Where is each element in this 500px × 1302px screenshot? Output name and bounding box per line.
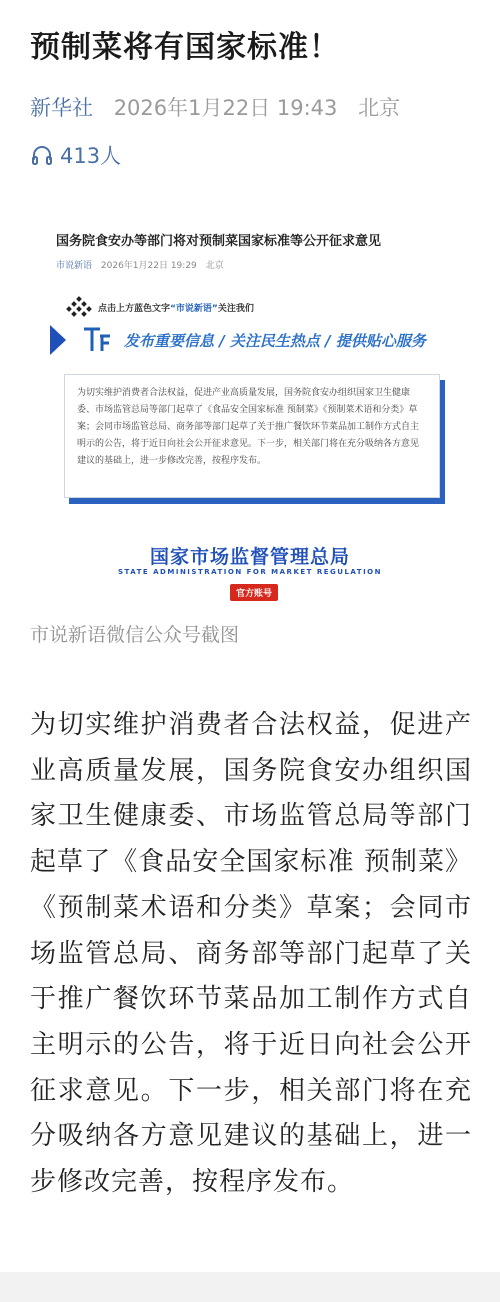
article-body: 为切实维护消费者合法权益，促进产业高质量发展，国务院食安办组织国家卫生健康委、市场监管总局等部门起草了《食品安全国家标准 预制菜》《预制菜术语和分类》草案；会同市场监管总局、商务部等部门起草了关于推广餐饮环节菜品加工制作方式自主明示的公告，将于近日向社会公开征求意见。下一步，相关部门将在充分吸纳各方意见建议的基础上，进一步修改完善，按程序发布。 bbox=[30, 710, 472, 1198]
publish-location: 北京 bbox=[358, 96, 401, 120]
embedded-meta bbox=[56, 258, 230, 271]
org-name: 国家市场监督管理总局 bbox=[149, 546, 350, 568]
follow-suffix: 关注我们 bbox=[217, 303, 254, 314]
embedded-source: 市说新语 bbox=[56, 261, 93, 271]
slogan-text: 发布重要信息 / 关注民生热点 / 提供贴心服务 bbox=[124, 331, 426, 350]
embedded-screenshot[interactable] bbox=[28, 212, 472, 612]
bottom-bar bbox=[0, 1272, 500, 1302]
embedded-location: 北京 bbox=[205, 261, 224, 271]
slogan-row bbox=[50, 324, 426, 356]
image-caption: 市说新语微信公众号截图 bbox=[30, 624, 240, 646]
tf-symbol-icon bbox=[80, 324, 116, 356]
follow-prefix: 点击上方蓝色文字 bbox=[98, 303, 171, 314]
blue-triangle-icon bbox=[50, 325, 66, 355]
listen-count-value: 413人 bbox=[60, 144, 122, 168]
article-title: 预制菜将有国家标准！ bbox=[30, 30, 340, 65]
listen-count[interactable] bbox=[30, 140, 121, 170]
org-name-en: STATE ADMINISTRATION FOR MARKET REGULATION bbox=[118, 568, 382, 576]
article-meta bbox=[30, 92, 400, 122]
diamond-pattern-logo-icon bbox=[66, 296, 92, 318]
embedded-title: 国务院食安办等部门将对预制菜国家标准等公开征求意见 bbox=[56, 234, 382, 249]
notice-box: 为切实维护消费者合法权益，促进产业高质量发展，国务院食安办组织国家卫生健康委、市场监管总局等部门起草了《食品安全国家标准 预制菜》《预制菜术语和分类》草案；会同市场监管总局、商务部等部门起草了关于推广餐饮环节菜品加工制作方式自主明示的公告，将于近日向社会公开征求意见。下一步，相关部门将在充分吸纳各方意见建议的基础上，进一步修改完善，按程序发布。 bbox=[64, 374, 440, 498]
publish-time: 2026年1月22日 19:43 bbox=[113, 96, 338, 120]
follow-highlight: “市说新语” bbox=[170, 303, 218, 314]
follow-line bbox=[66, 296, 254, 318]
official-account-badge: 官方账号 bbox=[230, 584, 278, 601]
source-link[interactable]: 新华社 bbox=[30, 96, 93, 120]
embedded-time: 2026年1月22日 19:29 bbox=[100, 261, 197, 271]
headphones-icon bbox=[30, 143, 54, 167]
